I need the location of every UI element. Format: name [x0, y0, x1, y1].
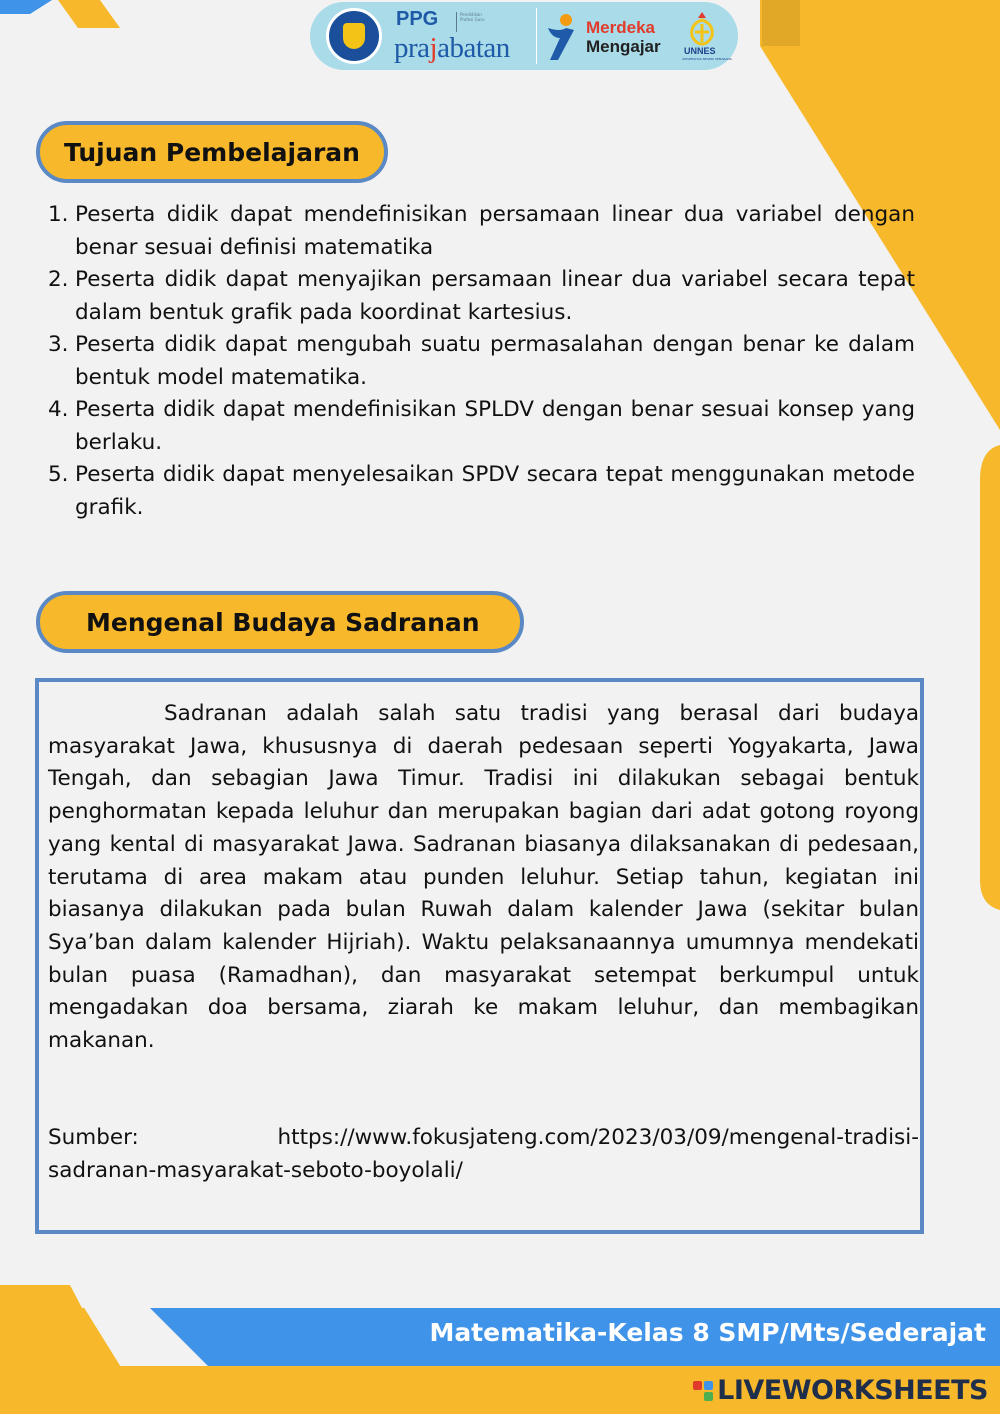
tut-wuri-handayani-logo [326, 8, 382, 64]
unnes-label: UNNES [684, 46, 716, 56]
list-item: 4. Peserta didik dapat mendefinisikan SPLDV dengan benar sesuai konsep yang berlaku. [48, 397, 915, 455]
ppg-tagline: Pendidikan Profesi Guru [456, 12, 488, 32]
source-label: Sumber: [48, 1125, 139, 1150]
merdeka-label: Merdeka [586, 18, 655, 37]
section-title-mengenal-budaya-sadranan: Mengenal Budaya Sadranan [36, 591, 524, 653]
list-item: 1. Peserta didik dapat mendefinisikan persamaan linear dua variabel dengan benar sesuai definisi matematika [48, 202, 915, 260]
footer-subject-label: Matematika-Kelas 8 SMP/Mts/Sederajat [429, 1318, 986, 1347]
learning-objectives-list [48, 199, 915, 524]
liveworksheets-icon [693, 1381, 713, 1401]
list-item: 5. Peserta didik dapat menyelesaikan SPDV secara tepat menggunakan metode grafik. [48, 462, 915, 520]
liveworksheets-brand: LIVEWORKSHEETS [693, 1375, 988, 1406]
ppg-label: PPG [396, 8, 439, 30]
logo-divider [536, 8, 537, 64]
sadranan-paragraph: Sadranan adalah salah satu tradisi yang berasal dari budaya masyarakat Jawa, khususnya di daerah pedesaan seperti Yogyakarta, Jawa Tengah, dan sebagian Jawa Timur. Tradisi ini dilakukan sebagai bentuk penghormatan kepada leluhur dan merupakan bagian dari adat gotong royong yang kental di masyarakat Jawa. Sadranan biasanya dilaksanakan di pedesaan, terutama di area makam atau punden leluhur. Setiap tahun, kegiatan ini biasanya dilakukan pada bulan Ruwah dalam kalender Jawa (sekitar bulan Sya’ban dalam kalender Hijriah). Waktu pelaksanaannya umumnya mendekati bulan puasa (Ramadhan), dan masyarakat setempat berkumpul untuk mengadakan doa bersama, ziarah ke makam leluhur, dan membagikan makanan. [48, 701, 919, 1054]
mengajar-label: Mengajar [586, 37, 661, 56]
merdeka-mengajar-icon [544, 12, 580, 62]
source-citation [48, 1122, 919, 1187]
source-url: https://www.fokusjateng.com/2023/03/09/mengenal-tradisi-sadranan-masyarakat-seboto-boyolali/ [48, 1125, 919, 1183]
unnes-emblem-icon [684, 10, 720, 48]
reading-text-box [35, 678, 924, 1234]
header-logo-bar [310, 2, 738, 70]
unnes-tagline: UNIVERSITAS NEGERI SEMARANG [682, 57, 732, 61]
section-title-tujuan-pembelajaran: Tujuan Pembelajaran [36, 121, 388, 183]
list-item: 2. Peserta didik dapat menyajikan persamaan linear dua variabel secara tepat dalam bentuk grafik pada koordinat kartesius. [48, 267, 915, 325]
prajabatan-wordmark: prajabatan [394, 32, 510, 64]
list-item: 3. Peserta didik dapat mengubah suatu permasalahan dengan benar ke dalam bentuk model matematika. [48, 332, 915, 390]
